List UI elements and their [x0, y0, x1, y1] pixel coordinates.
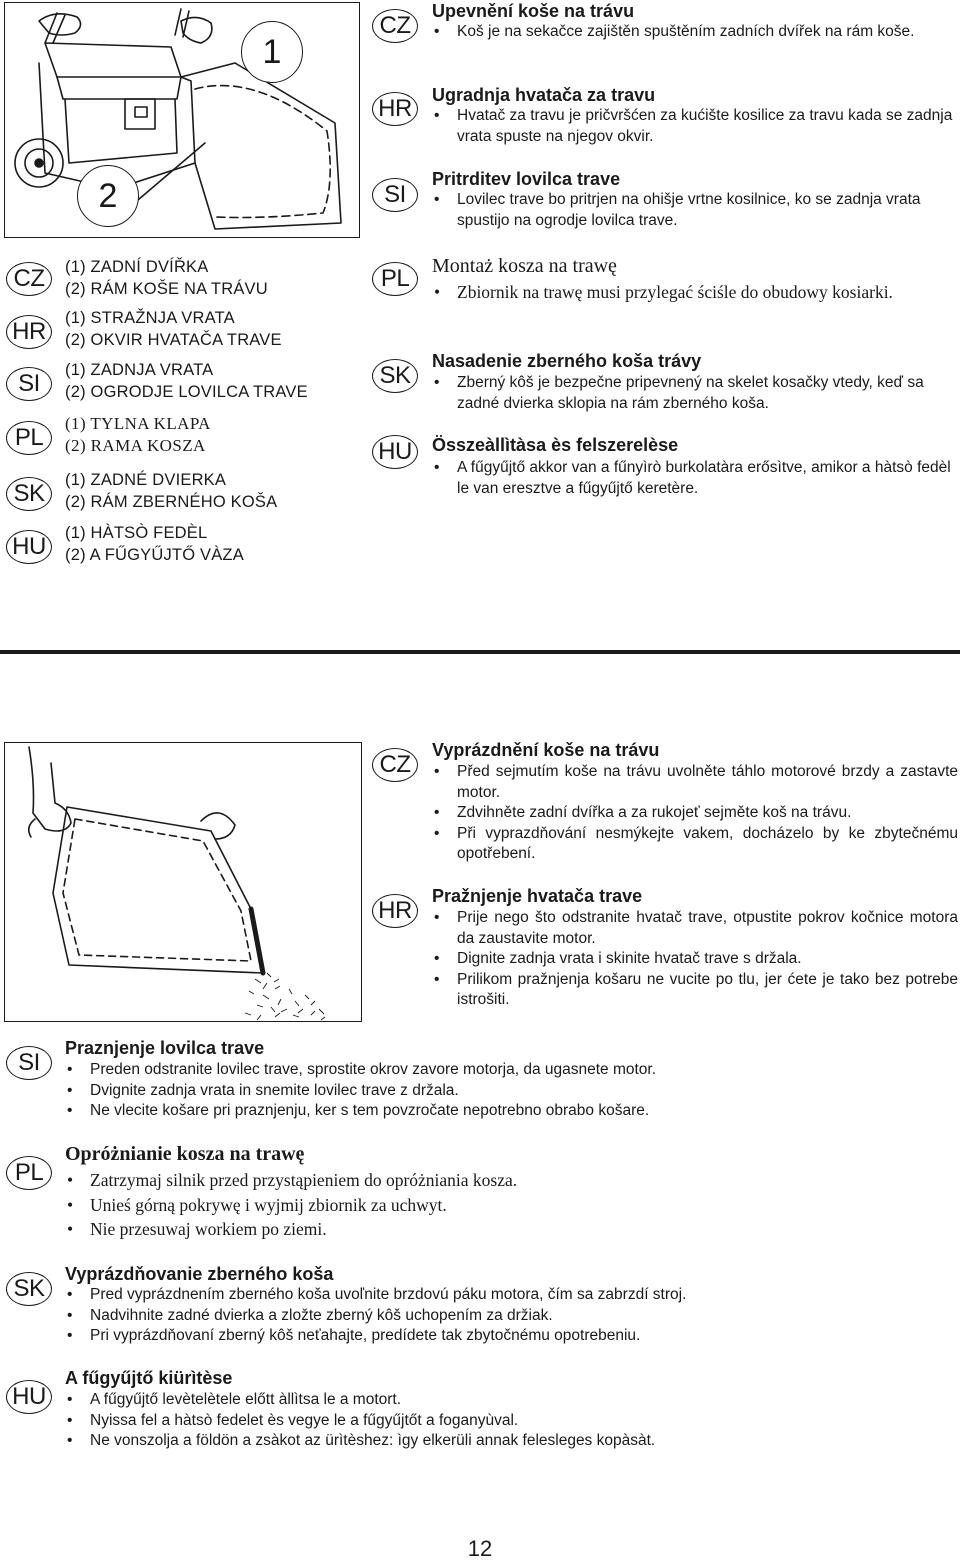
bullet-item: • Nyissa fel a hàtsò fedelet ès vegye le a fűgyűjtőt a foganyùval.: [65, 1411, 945, 1432]
section-bullets-cz: [432, 22, 958, 43]
section-bullets-hu: [432, 458, 958, 499]
section-title-si: Pritrditev lovilca trave: [432, 169, 621, 189]
bullet-item: • Při vyprazdňování nesmýkejte vakem, docházelo by ke zbytečnému opotřebení.: [432, 824, 958, 865]
bullet-item: • Prilikom pražnjenja košaru ne vucite po tlu, jer ćete je tako bez potrebe istrošiti.: [432, 970, 958, 1011]
bullet-item: • Před sejmutím koše na trávu uvolněte táhlo motorové brzdy a zastavte motor.: [432, 762, 958, 803]
lang-badge-hu-empty: HU: [6, 1380, 52, 1414]
lang-badge-cz-empty: CZ: [372, 748, 418, 782]
legend-hr: [65, 307, 282, 351]
section-title-si-empty: Praznjenje lovilca trave: [65, 1038, 265, 1058]
legend-cz: [65, 256, 268, 300]
legend-line: (2) OGRODJE LOVILCA TRAVE: [65, 383, 308, 401]
legend-si: [65, 359, 308, 403]
lang-badge-pl-empty: PL: [6, 1156, 52, 1190]
legend-line: (1) STRAŽNJA VRATA: [65, 309, 235, 327]
bullet-item: • Dignite zadnja vrata i skinite hvatač trave s držala.: [432, 949, 958, 970]
bullet-item: • A fűgyűjtő akkor van a fűnyìrò burkolatàra erősìtve, amikor a hàtsò fedèl le van eresztve a fűgyűjtő keretère.: [432, 458, 958, 499]
bullet-item: • Zberný kôš je bezpečne pripevnený na skelet kosačky vtedy, keď sa zadné dvierka sklopia na rám zberného koša.: [432, 373, 960, 414]
section-title-sk: Nasadenie zberného koša trávy: [432, 351, 702, 371]
bullet-item: • Pred vyprázdnením zberného koša uvoľnite brzdovú páku motora, čím sa zabrzdí stroj.: [65, 1285, 945, 1306]
bullet-item: • Ne vonszolja a földön a zsàkot az ürìtèshez: ìgy elkerüli annak felesleges kopàsàt.: [65, 1431, 945, 1452]
section-title-sk-empty: Vyprázdňovanie zberného koša: [65, 1264, 334, 1284]
legend-line: (2) RAMA KOSZA: [65, 436, 206, 455]
section-title-cz-empty: Vyprázdnění koše na trávu: [432, 740, 660, 760]
bullet-item: • Dvignite zadnja vrata in snemite lovilec trave z držala.: [65, 1081, 945, 1102]
lang-badge-hu: HU: [372, 435, 418, 469]
bullet-item: • Zdvihněte zadní dvířka a za rukojeť sejměte koš na trávu.: [432, 803, 958, 824]
lang-badge-si-legend: SI: [6, 367, 52, 401]
section-title-hr: Ugradnja hvatača za travu: [432, 85, 656, 105]
figure-grass-catcher-attach: [4, 2, 360, 238]
bullet-item: • Hvatač za travu je pričvršćen za kućište kosilice za travu kada se zadnja vrata spuste na njegov okvir.: [432, 106, 960, 147]
figure-emptying-grass-catcher: [4, 742, 362, 1022]
bullet-item: • Unieś górną pokrywę i wyjmij zbiornik za uchwyt.: [65, 1193, 945, 1218]
bullet-item: • Koš je na sekačce zajištěn spuštěním zadních dvířek na rám koše.: [432, 22, 958, 43]
lang-badge-hr-empty: HR: [372, 894, 418, 928]
section-bullets-cz-empty: [432, 762, 958, 865]
lang-badge-hr-legend: HR: [6, 315, 52, 349]
section-bullets-sk: [432, 373, 960, 414]
lang-badge-sk: SK: [372, 359, 418, 393]
bullet-item: • Nie przesuwaj workiem po ziemi.: [65, 1217, 945, 1242]
section-title-hr-empty: Pražnjenje hvatača trave: [432, 886, 643, 906]
mower-rear-illustration: [5, 3, 360, 238]
section-bullets-sk-empty: [65, 1285, 945, 1347]
lang-badge-hu-legend: HU: [6, 530, 52, 564]
legend-line: (1) ZADNÍ DVÍŘKA: [65, 258, 209, 276]
callout-2: 2: [77, 165, 139, 227]
bullet-item: • Zbiornik na trawę musi przylegać ściśle do obudowy kosiarki.: [432, 281, 958, 304]
lang-badge-sk-empty: SK: [6, 1272, 52, 1306]
lang-badge-pl-legend: PL: [6, 421, 52, 455]
legend-line: (1) ZADNJA VRATA: [65, 361, 214, 379]
legend-line: (1) HÀTSÒ FEDÈL: [65, 524, 208, 542]
section-bullets-hr: [432, 106, 960, 147]
bullet-item: • Pri vyprázdňovaní zberný kôš neťahajte, predídete tak zbytočnému opotrebeniu.: [65, 1326, 945, 1347]
bullet-item: • Prije nego što odstranite hvatač trave, otpustite pokrov kočnice motora da zaustavite motor.: [432, 908, 958, 949]
legend-sk: [65, 469, 277, 513]
bullet-item: • Preden odstranite lovilec trave, sprostite okrov zavore motorja, da ugasnete motor.: [65, 1060, 945, 1081]
legend-line: (2) OKVIR HVATAČA TRAVE: [65, 331, 282, 349]
section-title-cz: Upevnění koše na trávu: [432, 1, 635, 21]
legend-line: (2) RÁM KOŠE NA TRÁVU: [65, 280, 268, 298]
lang-badge-cz: CZ: [372, 9, 418, 43]
section-bullets-hr-empty: [432, 908, 958, 1011]
section-bullets-si-empty: [65, 1060, 945, 1122]
lang-badge-sk-legend: SK: [6, 477, 52, 511]
section-title-pl: Montaż kosza na trawę: [432, 255, 617, 277]
legend-line: (1) ZADNÉ DVIERKA: [65, 471, 227, 489]
bullet-item: • Lovilec trave bo pritrjen na ohišje vrtne kosilnice, ko se zadnja vrata spustijo na ogrodje lovilca trave.: [432, 190, 960, 231]
section-title-hu: Összeàllìtàsa ès felszerelèse: [432, 435, 679, 455]
bullet-item: • A fűgyűjtő levètelètele előtt àllìtsa le a motort.: [65, 1390, 945, 1411]
page-number: 12: [467, 1536, 493, 1561]
legend-line: (2) A FŰGYŰJTŐ VÀZA: [65, 546, 244, 564]
legend-line: (1) TYLNA KLAPA: [65, 414, 211, 433]
legend-pl: [65, 413, 211, 457]
lang-badge-pl: PL: [372, 262, 418, 296]
legend-line: (2) RÁM ZBERNÉHO KOŠA: [65, 493, 278, 511]
callout-1: 1: [241, 21, 303, 83]
legend-hu: [65, 522, 244, 566]
section-bullets-hu-empty: [65, 1390, 945, 1452]
bullet-item: • Zatrzymaj silnik przed przystąpieniem do opróżniania kosza.: [65, 1168, 945, 1193]
emptying-bag-illustration: [5, 743, 362, 1022]
section-bullets-pl-empty: [65, 1168, 945, 1242]
section-title-hu-empty: A fűgyűjtő kiürìtèse: [65, 1368, 233, 1388]
lang-badge-cz-legend: CZ: [6, 262, 52, 296]
section-bullets-pl: [432, 281, 958, 304]
section-divider: [0, 650, 960, 654]
section-title-pl-empty: Opróżnianie kosza na trawę: [65, 1143, 305, 1165]
bullet-item: • Ne vlecite košare pri praznjenju, ker s tem povzročate nepotrebno obrabo košare.: [65, 1101, 945, 1122]
bullet-item: • Nadvihnite zadné dvierka a zložte zberný kôš uchopením za držiak.: [65, 1306, 945, 1327]
lang-badge-hr: HR: [372, 92, 418, 126]
section-bullets-si: [432, 190, 960, 231]
lang-badge-si-empty: SI: [6, 1046, 52, 1080]
lang-badge-si: SI: [372, 178, 418, 212]
